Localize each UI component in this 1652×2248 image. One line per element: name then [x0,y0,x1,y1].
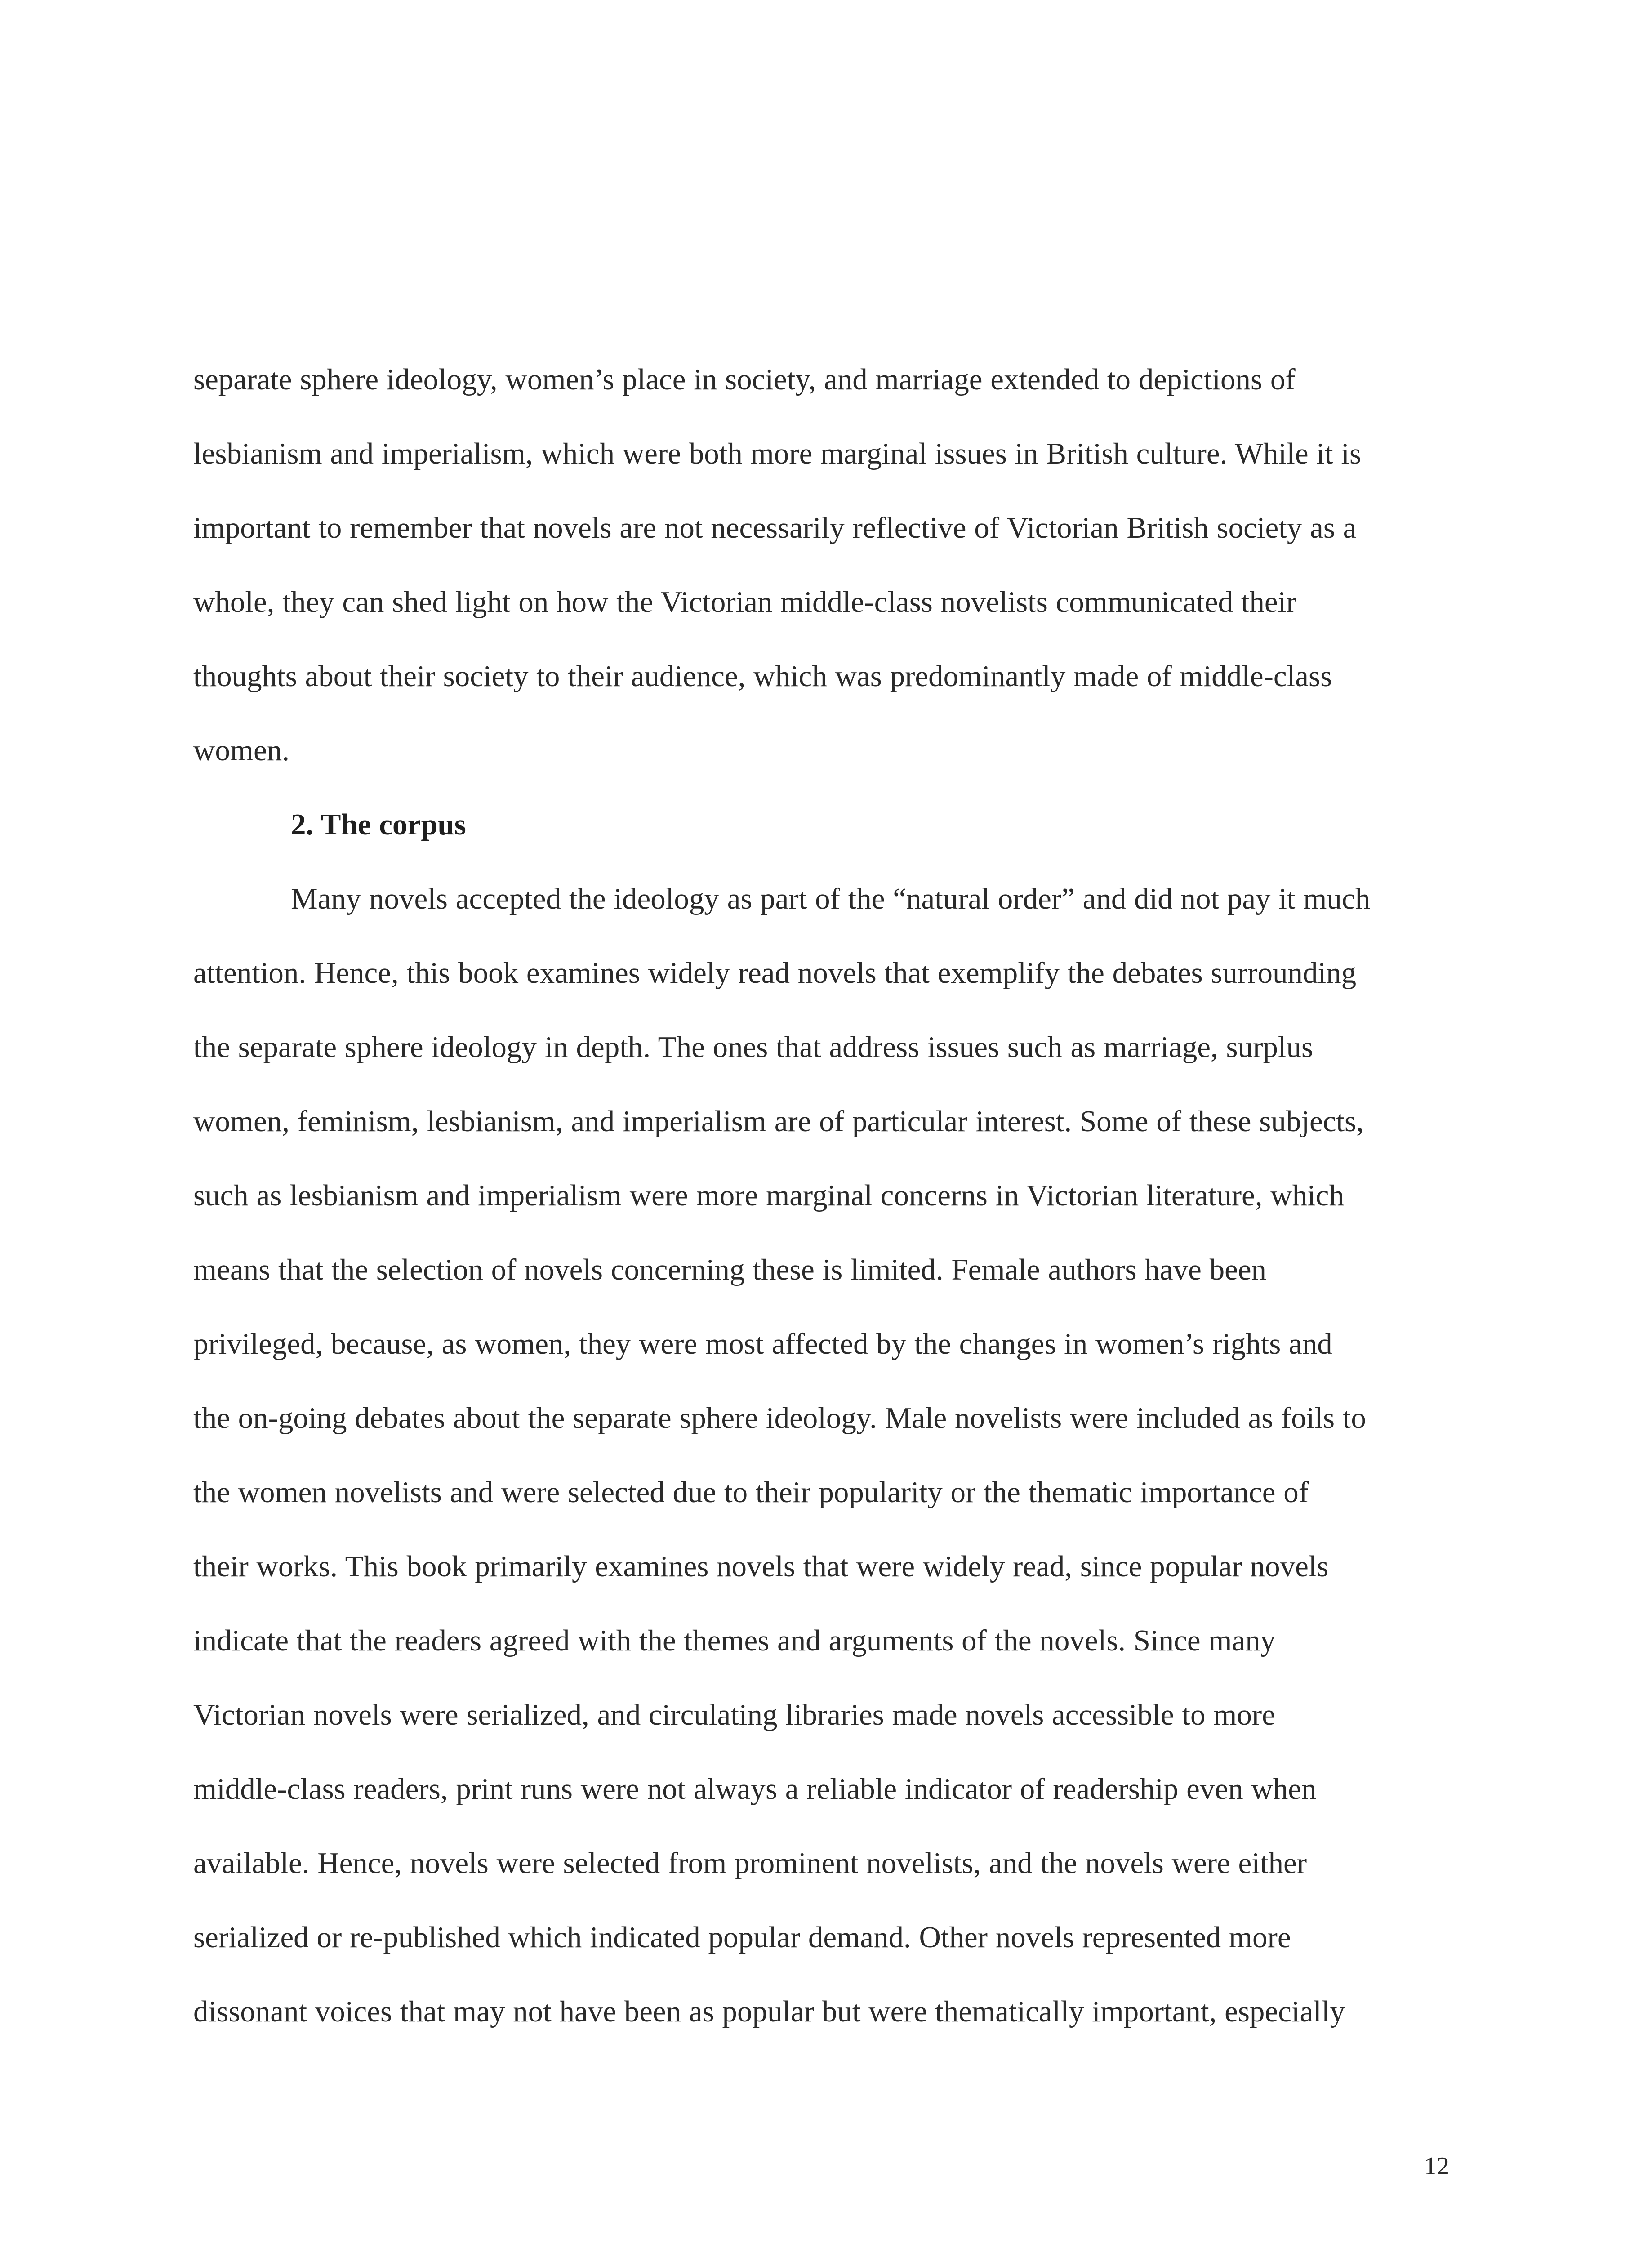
text-line: thoughts about their society to their audience, which was predominantly made of middle-class [193,660,1332,693]
page-number: 12 [1424,2152,1449,2180]
text-line: dissonant voices that may not have been as popular but were thematically important, especially [193,1995,1345,2028]
text-line: women, feminism, lesbianism, and imperialism are of particular interest. Some of these subjects, [193,1105,1364,1138]
text-line: serialized or re-published which indicated popular demand. Other novels represented more [193,1921,1291,1954]
text-line: the separate sphere ideology in depth. The ones that address issues such as marriage, surplus [193,1030,1314,1064]
text-line: such as lesbianism and imperialism were more marginal concerns in Victorian literature, which [193,1179,1345,1212]
text-line: privileged, because, as women, they were most affected by the changes in women’s rights and [193,1327,1332,1360]
text-line: the women novelists and were selected due to their popularity or the thematic importance of [193,1476,1309,1509]
text-line: separate sphere ideology, women’s place in society, and marriage extended to depictions of [193,363,1296,396]
text-line: Victorian novels were serialized, and circulating libraries made novels accessible to more [193,1698,1275,1731]
text-line: women. [193,734,289,767]
text-line: means that the selection of novels concerning these is limited. Female authors have been [193,1253,1267,1286]
text-line: middle-class readers, print runs were not always a reliable indicator of readership even when [193,1772,1317,1806]
text-line: whole, they can shed light on how the Victorian middle-class novelists communicated their [193,585,1296,619]
text-line: indicate that the readers agreed with the themes and arguments of the novels. Since many [193,1624,1276,1657]
text-line: available. Hence, novels were selected from prominent novelists, and the novels were either [193,1847,1307,1880]
text-line: important to remember that novels are not necessarily reflective of Victorian British society as a [193,511,1357,544]
text-line: lesbianism and imperialism, which were both more marginal issues in British culture. While it is [193,437,1362,470]
text-line: attention. Hence, this book examines widely read novels that exemplify the debates surrounding [193,956,1357,990]
text-line: Many novels accepted the ideology as part of the “natural order” and did not pay it much [291,882,1371,915]
section-heading: 2. The corpus [291,808,466,841]
text-line: the on-going debates about the separate sphere ideology. Male novelists were included as foils to [193,1401,1366,1435]
text-line: their works. This book primarily examines novels that were widely read, since popular novels [193,1550,1329,1583]
